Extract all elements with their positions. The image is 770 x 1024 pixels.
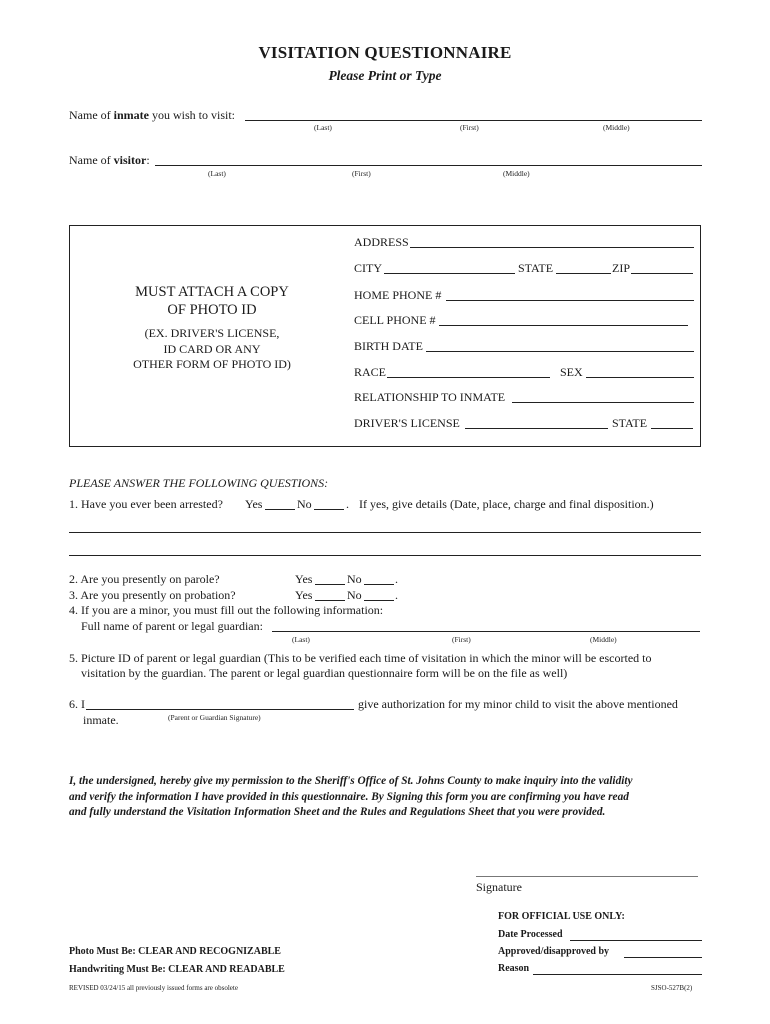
visitor-middle-caption: (Middle) [503, 169, 530, 178]
city-label: CITY [354, 261, 382, 275]
q3-yes-label: Yes [295, 588, 313, 602]
q1-no-field[interactable] [314, 509, 344, 510]
address-label: ADDRESS [354, 235, 409, 249]
q6-inmate-text: inmate. [83, 713, 119, 727]
visitor-last-caption: (Last) [208, 169, 226, 178]
handwriting-requirement-note: Handwriting Must Be: CLEAR AND READABLE [69, 964, 285, 975]
q2-text: 2. Are you presently on parole? [69, 572, 220, 586]
birth-date-label: BIRTH DATE [354, 339, 423, 353]
sex-field[interactable] [586, 377, 694, 378]
permission-line1: I, the undersigned, hereby give my permission to the Sheriff's Office of St. Johns County to make inquiry into the validity [69, 775, 633, 787]
visitor-name-field[interactable] [155, 165, 702, 166]
inmate-middle-caption: (Middle) [603, 123, 630, 132]
q1-yes-label: Yes [245, 497, 263, 511]
relationship-field[interactable] [512, 402, 694, 403]
page-subtitle: Please Print or Type [328, 68, 442, 83]
q1-details-text: If yes, give details (Date, place, charge and final disposition.) [359, 497, 654, 511]
q3-no-field[interactable] [364, 600, 394, 601]
approved-field[interactable] [624, 957, 702, 958]
q4-text: 4. If you are a minor, you must fill out the following information: [69, 603, 384, 617]
drivers-license-field[interactable] [465, 428, 608, 429]
inmate-last-caption: (Last) [314, 123, 332, 132]
q4-guardian-name-field[interactable] [272, 631, 700, 632]
q2-period: . [395, 572, 398, 586]
permission-line2: and verify the information I have provided in this questionnaire. By Signing this form you are confirming you have read [69, 790, 629, 803]
permission-line3: and fully understand the Visitation Information Sheet and the Rules and Regulations Sheet that you were provided. [69, 806, 606, 818]
q1-text: 1. Have you ever been arrested? [69, 497, 223, 511]
q6-signature-caption: (Parent or Guardian Signature) [168, 713, 261, 722]
photo-id-line2: OF PHOTO ID [167, 302, 257, 318]
cell-phone-field[interactable] [439, 325, 688, 326]
visitor-name-label: Name of visitor: [69, 153, 150, 167]
q2-no-label: No [347, 572, 362, 586]
q1-yes-field[interactable] [265, 509, 295, 510]
drivers-license-label: DRIVER'S LICENSE [354, 416, 460, 430]
revision-note: REVISED 03/24/15 all previously issued forms are obsolete [69, 984, 238, 992]
inmate-first-caption: (First) [460, 123, 479, 132]
q6-text: give authorization for my minor child to visit the above mentioned [358, 697, 678, 711]
page-title: VISITATION QUESTIONNAIRE [258, 43, 512, 62]
dl-state-field[interactable] [651, 428, 693, 429]
home-phone-label: HOME PHONE # [354, 288, 442, 302]
state-label: STATE [518, 261, 554, 275]
date-processed-label: Date Processed [498, 929, 563, 940]
dl-state-label: STATE [612, 416, 648, 430]
date-processed-field[interactable] [570, 940, 702, 941]
official-use-heading: FOR OFFICIAL USE ONLY: [498, 911, 625, 922]
home-phone-field[interactable] [446, 300, 694, 301]
q4-first-caption: (First) [452, 635, 471, 644]
q6-guardian-signature-field[interactable] [86, 709, 354, 710]
q4-middle-caption: (Middle) [590, 635, 617, 644]
race-field[interactable] [387, 377, 550, 378]
race-label: RACE [354, 365, 387, 379]
photo-id-line4: ID CARD OR ANY [163, 341, 261, 356]
birth-date-field[interactable] [426, 351, 694, 352]
zip-field[interactable] [631, 273, 693, 274]
q2-yes-field[interactable] [315, 584, 345, 585]
cell-phone-label: CELL PHONE # [354, 313, 436, 327]
q1-details-line-1[interactable] [69, 532, 701, 533]
q2-yes-label: Yes [295, 572, 313, 586]
q5-text-line2: visitation by the guardian. The parent or legal guardian questionnaire form will be on the file as well) [81, 666, 568, 680]
relationship-label: RELATIONSHIP TO INMATE [354, 390, 506, 404]
q4-full-name-label: Full name of parent or legal guardian: [81, 619, 263, 633]
signature-label: Signature [476, 880, 522, 894]
q3-no-label: No [347, 588, 362, 602]
inmate-name-label: Name of inmate you wish to visit: [69, 108, 235, 122]
visitor-first-caption: (First) [352, 169, 371, 178]
state-field[interactable] [556, 273, 611, 274]
photo-id-line5: OTHER FORM OF PHOTO ID) [133, 357, 291, 371]
q3-text: 3. Are you presently on probation? [69, 588, 236, 602]
photo-requirement-note: Photo Must Be: CLEAR AND RECOGNIZABLE [69, 946, 281, 957]
q6-prefix: 6. I [69, 697, 85, 711]
reason-field[interactable] [533, 974, 702, 975]
photo-id-line3: (EX. DRIVER'S LICENSE, [144, 326, 280, 340]
zip-label: ZIP [612, 261, 630, 275]
q2-no-field[interactable] [364, 584, 394, 585]
questions-heading: PLEASE ANSWER THE FOLLOWING QUESTIONS: [69, 476, 329, 490]
city-field[interactable] [384, 273, 515, 274]
signature-field[interactable] [476, 876, 698, 877]
address-field[interactable] [410, 247, 694, 248]
q1-no-label: No [297, 497, 312, 511]
sex-label: SEX [560, 365, 583, 379]
q1-period: . [346, 497, 349, 511]
q5-text-line1: 5. Picture ID of parent or legal guardian (This to be verified each time of visitation in which the minor will be escorted to [69, 651, 652, 665]
q1-details-line-2[interactable] [69, 555, 701, 556]
photo-id-notice [96, 283, 328, 319]
q4-last-caption: (Last) [292, 635, 310, 644]
q3-yes-field[interactable] [315, 600, 345, 601]
photo-id-line1: MUST ATTACH A COPY [135, 284, 289, 300]
q3-period: . [395, 588, 398, 602]
reason-label: Reason [498, 963, 530, 974]
form-code: SJSO-527B(2) [651, 984, 693, 992]
approved-label: Approved/disapproved by [498, 946, 610, 957]
inmate-name-field[interactable] [245, 120, 702, 121]
photo-id-examples [96, 326, 328, 373]
permission-statement [69, 774, 709, 821]
